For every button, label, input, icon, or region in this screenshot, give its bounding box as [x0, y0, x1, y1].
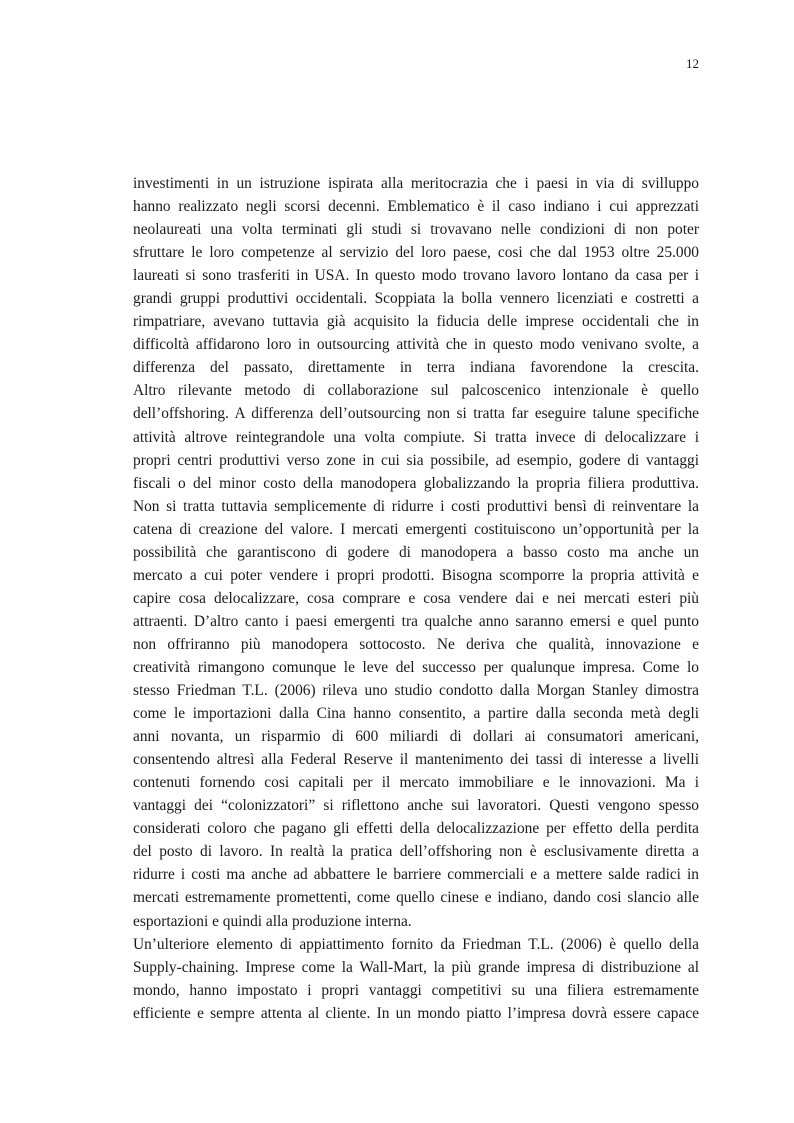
text-line: possibilità che garantiscono di godere di manodopera a basso costo ma anche un	[133, 543, 699, 561]
text-line: attraenti. D’altro canto i paesi emergenti tra qualche anno saranno emersi e quel punto	[133, 612, 699, 630]
text-line: attività altrove reintegrandole una volta compiute. Si tratta invece di delocalizzare i	[133, 428, 699, 446]
text-line: come le importazioni dalla Cina hanno consentito, a partire dalla seconda metà degli	[133, 705, 699, 723]
paragraph-offshoring	[133, 172, 699, 933]
text-line: Non si tratta tuttavia semplicemente di ridurre i costi produttivi bensì di reinventare la	[133, 497, 699, 515]
text-line: consentendo altresì alla Federal Reserve il mantenimento dei tassi di interesse a livelli	[133, 751, 699, 769]
text-line: dell’offshoring. A differenza dell’outsourcing non si tratta far eseguire talune specifiche	[133, 405, 699, 423]
text-line: ridurre i costi ma anche ad abbattere le barriere commerciali e a mettere salde radici in	[133, 866, 699, 884]
text-line: esportazioni e quindi alla produzione interna.	[133, 912, 412, 930]
text-line: mercati estremamente promettenti, come quello cinese e indiano, dando cosi slancio alle	[133, 889, 699, 907]
text-line: sfruttare le loro competenze al servizio del loro paese, cosi che dal 1953 oltre 25.000	[133, 244, 699, 262]
text-line: contenuti fornendo cosi capitali per il mercato immobiliare e le innovazioni. Ma i	[133, 774, 699, 792]
text-line: differenza del passato, direttamente in terra indiana favorendone la crescita.	[133, 359, 699, 377]
text-line: rimpatriare, avevano tuttavia già acquisito la fiducia delle imprese occidentali che in	[133, 313, 699, 331]
text-line: considerati coloro che pagano gli effetti della delocalizzazione per effetto della perdita	[133, 820, 699, 838]
text-line: catena di creazione del valore. I mercati emergenti costituiscono un’opportunità per la	[133, 520, 699, 538]
text-line: vantaggi dei “colonizzatori” si riflettono anche sui lavoratori. Questi vengono spesso	[133, 797, 699, 815]
text-line: Supply-chaining. Imprese come la Wall-Mart, la più grande impresa di distribuzione al	[133, 958, 699, 976]
text-line: mondo, hanno impostato i propri vantaggi competitivi su una filiera estremamente	[133, 981, 699, 999]
text-line: creatività rimangono comunque le leve del successo per qualunque impresa. Come lo	[133, 658, 699, 676]
text-line: laureati si sono trasferiti in USA. In questo modo trovano lavoro lontano da casa per i	[133, 267, 699, 285]
text-line: difficoltà affidarono loro in outsourcing attività che in questo modo venivano svolte, a	[133, 336, 699, 354]
text-line: stesso Friedman T.L. (2006) rileva uno studio condotto dalla Morgan Stanley dimostra	[133, 682, 699, 700]
text-line: del posto di lavoro. In realtà la pratica dell’offshoring non è esclusivamente diretta a	[133, 843, 699, 861]
text-line: non offriranno più manodopera sottocosto. Ne deriva che qualità, innovazione e	[133, 635, 699, 653]
text-line: investimenti in un istruzione ispirata alla meritocrazia che i paesi in via di svilluppo	[133, 175, 699, 192]
page-number: 12	[686, 56, 699, 71]
text-line: grandi gruppi produttivi occidentali. Scoppiata la bolla vennero licenziati e costretti a	[133, 290, 699, 308]
text-line: anni novanta, un risparmio di 600 miliardi di dollari ai consumatori americani,	[133, 728, 699, 746]
text-line: Un’ulteriore elemento di appiattimento fornito da Friedman T.L. (2006) è quello della	[133, 935, 699, 953]
text-line: capire cosa delocalizzare, cosa comprare e cosa vendere dai e nei mercati esteri più	[133, 589, 699, 607]
body-text	[133, 172, 699, 1025]
text-line: hanno realizzato negli scorsi decenni. Emblematico è il caso indiano i cui apprezzati	[133, 198, 699, 216]
paragraph-supply-chaining	[133, 933, 699, 1025]
text-line: propri centri produttivi verso zone in cui sia possibile, ad esempio, godere di vantaggi	[133, 451, 699, 469]
text-line: fiscali o del minor costo della manodopera globalizzando la propria filiera produttiva.	[133, 474, 699, 492]
text-line: neolaureati una volta terminati gli studi si trovavano nelle condizioni di non poter	[133, 221, 699, 239]
text-line: efficiente e sempre attenta al cliente. In un mondo piatto l’impresa dovrà essere capace	[133, 1004, 699, 1022]
text-line: mercato a cui poter vendere i propri prodotti. Bisogna scomporre la propria attività e	[133, 566, 699, 584]
text-line: Altro rilevante metodo di collaborazione sul palcoscenico intenzionale è quello	[133, 382, 699, 400]
